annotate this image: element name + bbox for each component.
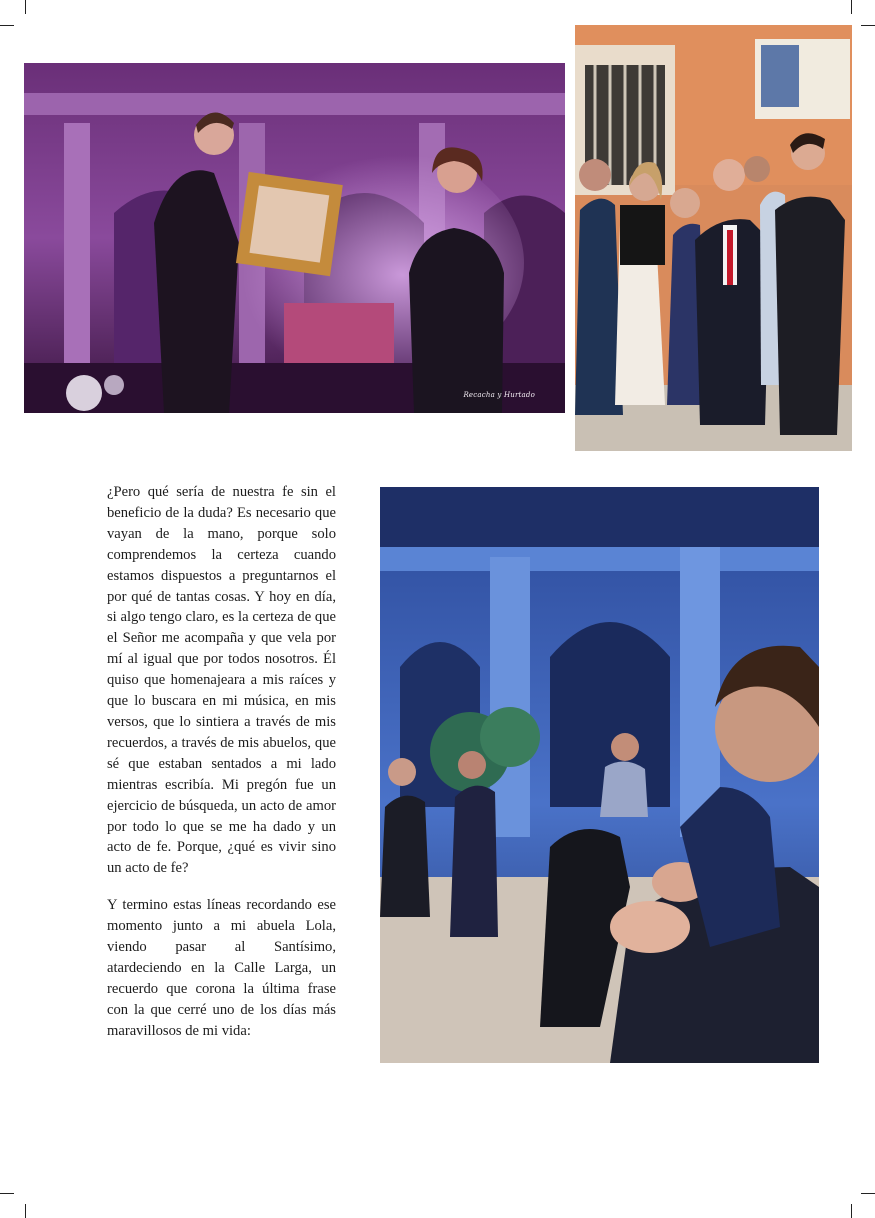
crop-mark	[0, 25, 14, 26]
ceremony-photo	[24, 63, 565, 413]
group-photo	[575, 25, 852, 451]
crop-mark	[25, 1204, 26, 1218]
article-paragraph: ¿Pero qué sería de nuestra fe sin el beneficio de la duda? Es necesario que vayan de la mano, porque solo comprendemos la certeza cuando estamos dispuestos a preguntarnos el por qué de tantas cosas. Y hoy en día, si algo tengo claro, es la certeza de que el Señor me acompaña y que vela por mí al igual que por todos nosotros. Él quiso que homenajeara a mis raíces y que lo buscara en mi música, en mis versos, que lo sintiera a través de mis recuerdos, a través de mis abuelos, que sé que estaban sentados a mi lado mientras escribía. Mi pregón fue un ejercicio de búsqueda, un acto de amor por todo lo que se me ha dado y un acto de fe. Porque, ¿qué es vivir sino un acto de fe?	[107, 484, 336, 877]
crop-mark	[861, 25, 875, 26]
crop-mark	[851, 1204, 852, 1218]
crop-mark	[861, 1193, 875, 1194]
crop-mark	[25, 0, 26, 14]
patio-photo	[380, 487, 819, 1063]
crop-mark	[0, 1193, 14, 1194]
article-body	[107, 482, 336, 1058]
crop-mark	[851, 0, 852, 14]
photo-credit: Recacha y Hurtado	[463, 391, 535, 399]
article-paragraph: Y termino estas líneas recordando ese momento junto a mi abuela Lola, viendo pasar al Santísimo, atardeciendo en la Calle Larga, un recuerdo que corona la última frase con la que cerré uno de los días más maravillosos de mi vida:	[107, 897, 336, 1039]
